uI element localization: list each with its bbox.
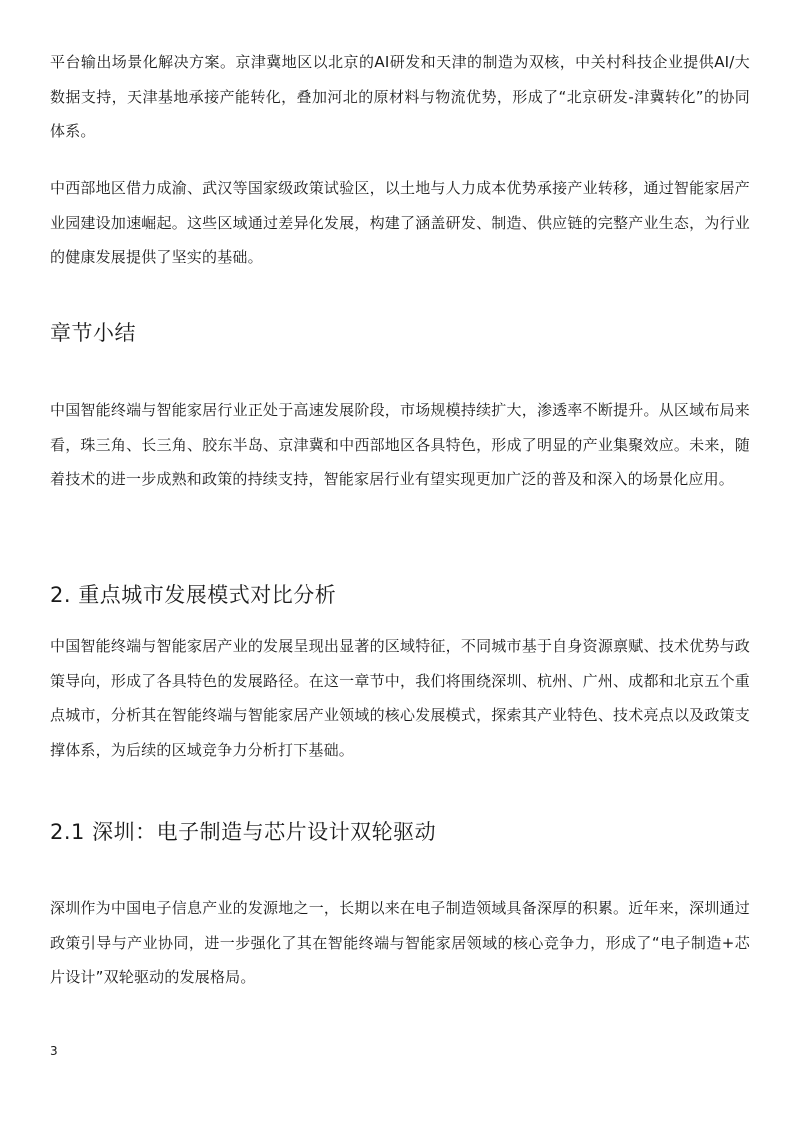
body-paragraph: 中国智能终端与智能家居行业正处于高速发展阶段，市场规模持续扩大，渗透率不断提升。从区域布局来看，珠三角、长三角、胶东半岛、京津冀和中西部地区各具特色，形成了明显的产业集聚效应。未来，随着技术的进一步成熟和政策的持续支持，智能家居行业有望实现更加广泛的普及和深入的场景化应用。 xyxy=(50,401,750,488)
body-paragraph: 平台输出场景化解决方案。京津冀地区以北京的AI研发和天津的制造为双核，中关村科技企业提供AI/大数据支持，天津基地承接产能转化，叠加河北的原材料与物流优势，形成了“北京研发-津冀转化”的协同体系。 xyxy=(50,53,750,140)
section-heading-summary: 章节小结 xyxy=(50,321,136,345)
section-heading-2-1: 2.1 深圳：电子制造与芯片设计双轮驱动 xyxy=(50,820,437,844)
body-paragraph: 中国智能终端与智能家居产业的发展呈现出显著的区域特征，不同城市基于自身资源禀赋、技术优势与政策导向，形成了各具特色的发展路径。在这一章节中，我们将围绕深圳、杭州、广州、成都和北京五个重点城市，分析其在智能终端与智能家居产业领域的核心发展模式，探索其产业特色、技术亮点以及政策支撑体系，为后续的区域竞争力分析打下基础。 xyxy=(50,637,750,759)
document-page xyxy=(50,0,750,1122)
body-paragraph: 深圳作为中国电子信息产业的发源地之一，长期以来在电子制造领域具备深厚的积累。近年来，深圳通过政策引导与产业协同，进一步强化了其在智能终端与智能家居领域的核心竞争力，形成了“电子制造+芯片设计”双轮驱动的发展格局。 xyxy=(50,899,750,986)
page-number: 3 xyxy=(50,1044,58,1058)
body-paragraph: 中西部地区借力成渝、武汉等国家级政策试验区，以土地与人力成本优势承接产业转移，通过智能家居产业园建设加速崛起。这些区域通过差异化发展，构建了涵盖研发、制造、供应链的完整产业生态，为行业的健康发展提供了坚实的基础。 xyxy=(50,179,750,266)
section-heading-2: 2. 重点城市发展模式对比分析 xyxy=(50,583,337,607)
